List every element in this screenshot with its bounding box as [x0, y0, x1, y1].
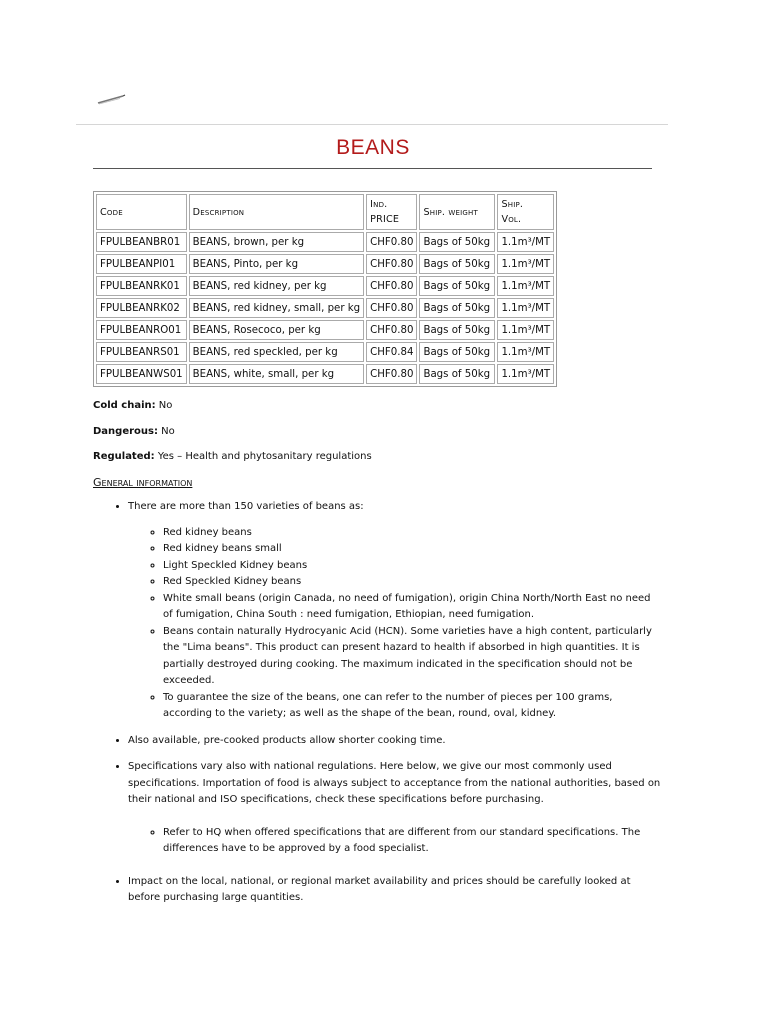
products-table [93, 191, 557, 387]
cell-ship-weight: Bags of 50kg [419, 276, 495, 296]
cell-code: FPULBEANRO01 [96, 320, 187, 340]
specifications-sublist [128, 825, 663, 858]
cell-price: CHF0.80 [366, 232, 417, 252]
table-row [96, 342, 554, 362]
list-item: ◦ To guarantee the size of the beans, one can refer to the number of pieces per 100 grams, according to the variety; as well as the shape of the bean, round, oval, kidney. [163, 690, 663, 723]
list-item: ◦ Beans contain naturally Hydrocyanic Acid (HCN). Some varieties have a high content, particularly the "Lima beans". This product can present hazard to health if absorbed in high quantities. It is partially destroyed during cooking. The maximum indicated in the specification should not be exceeded. [163, 624, 663, 690]
specifications-text: Specifications vary also with national regulations. Here below, we give our most commonly used specifications. Importation of food is always subject to acceptance from the national authorities, based on their national and ISO specifications, check these specifications before purchasing. [128, 761, 661, 805]
header-ship-weight: Ship. weight [419, 194, 495, 230]
cell-description: BEANS, red speckled, per kg [189, 342, 364, 362]
table-row [96, 232, 554, 252]
page-title: BEANS [336, 136, 410, 159]
header-code: Code [96, 194, 187, 230]
list-item: • Impact on the local, national, or regional market availability and prices should be carefully looked at before purchasing large quantities. [128, 874, 663, 907]
list-item: ◦ Light Speckled Kidney beans [163, 558, 663, 575]
general-information-heading: General information [93, 475, 193, 489]
dangerous-field [93, 424, 663, 441]
cell-ship-vol: 1.1m³/MT [497, 298, 554, 318]
header-vol-line2: Vol. [501, 214, 522, 225]
cell-ship-weight: Bags of 50kg [419, 342, 495, 362]
cell-code: FPULBEANRS01 [96, 342, 187, 362]
header-price-line2: PRICE [370, 214, 400, 225]
cell-ship-vol: 1.1m³/MT [497, 232, 554, 252]
cell-description: BEANS, brown, per kg [189, 232, 364, 252]
header-description: Description [189, 194, 364, 230]
cell-ship-weight: Bags of 50kg [419, 320, 495, 340]
cell-price: CHF0.80 [366, 364, 417, 384]
list-item: ◦ Refer to HQ when offered specifications that are different from our standard specifications. The differences have to be approved by a food specialist. [163, 825, 663, 858]
cell-code: FPULBEANRK01 [96, 276, 187, 296]
varieties-text: There are more than 150 varieties of beans as: [128, 501, 364, 512]
cold-chain-value: No [155, 400, 173, 411]
general-info-list [93, 499, 663, 907]
cell-ship-vol: 1.1m³/MT [497, 320, 554, 340]
cell-ship-weight: Bags of 50kg [419, 364, 495, 384]
cold-chain-field [93, 398, 663, 415]
cell-ship-vol: 1.1m³/MT [497, 254, 554, 274]
cell-code: FPULBEANWS01 [96, 364, 187, 384]
cell-ship-weight: Bags of 50kg [419, 232, 495, 252]
main-content [93, 398, 663, 917]
list-item [128, 759, 663, 858]
table-row [96, 298, 554, 318]
regulated-field [93, 449, 663, 466]
list-item [128, 499, 663, 723]
list-item: ◦ White small beans (origin Canada, no need of fumigation), origin China North/North East no need of fumigation, China South : need fumigation, Ethiopian, need fumigation. [163, 591, 663, 624]
cell-description: BEANS, red kidney, small, per kg [189, 298, 364, 318]
cell-ship-vol: 1.1m³/MT [497, 276, 554, 296]
cell-code: FPULBEANBR01 [96, 232, 187, 252]
cell-code: FPULBEANRK02 [96, 298, 187, 318]
cell-price: CHF0.80 [366, 320, 417, 340]
cell-price: CHF0.80 [366, 254, 417, 274]
header-price [366, 194, 417, 230]
cell-ship-weight: Bags of 50kg [419, 298, 495, 318]
table-row [96, 320, 554, 340]
header-vol-line1: Ship. [501, 199, 524, 210]
cell-price: CHF0.80 [366, 298, 417, 318]
cell-ship-weight: Bags of 50kg [419, 254, 495, 274]
table-row [96, 276, 554, 296]
cell-ship-vol: 1.1m³/MT [497, 364, 554, 384]
cell-code: FPULBEANPI01 [96, 254, 187, 274]
varieties-sublist [128, 525, 663, 723]
cold-chain-label: Cold chain: [93, 400, 156, 411]
header-ship-vol [497, 194, 554, 230]
list-item: • Also available, pre-cooked products allow shorter cooking time. [128, 733, 663, 750]
cell-price: CHF0.80 [366, 276, 417, 296]
dangerous-value: No [157, 425, 175, 437]
cell-description: BEANS, white, small, per kg [189, 364, 364, 384]
regulated-label: Regulated: [93, 451, 155, 462]
cell-description: BEANS, red kidney, per kg [189, 276, 364, 296]
table-row [96, 254, 554, 274]
top-divider [76, 124, 668, 125]
cell-description: BEANS, Pinto, per kg [189, 254, 364, 274]
header-price-line1: Ind. [370, 199, 388, 210]
cell-ship-vol: 1.1m³/MT [497, 342, 554, 362]
cell-price: CHF0.84 [366, 342, 417, 362]
dangerous-label: Dangerous: [93, 425, 158, 437]
list-item: ◦ Red Speckled Kidney beans [163, 574, 663, 591]
table-row [96, 364, 554, 384]
list-item: ◦ Red kidney beans [163, 525, 663, 542]
title-divider [93, 168, 652, 169]
regulated-value: Yes – Health and phytosanitary regulations [154, 451, 372, 462]
list-item: ◦ Red kidney beans small [163, 541, 663, 558]
pen-logo-icon [96, 92, 126, 106]
table-header-row [96, 194, 554, 230]
cell-description: BEANS, Rosecoco, per kg [189, 320, 364, 340]
